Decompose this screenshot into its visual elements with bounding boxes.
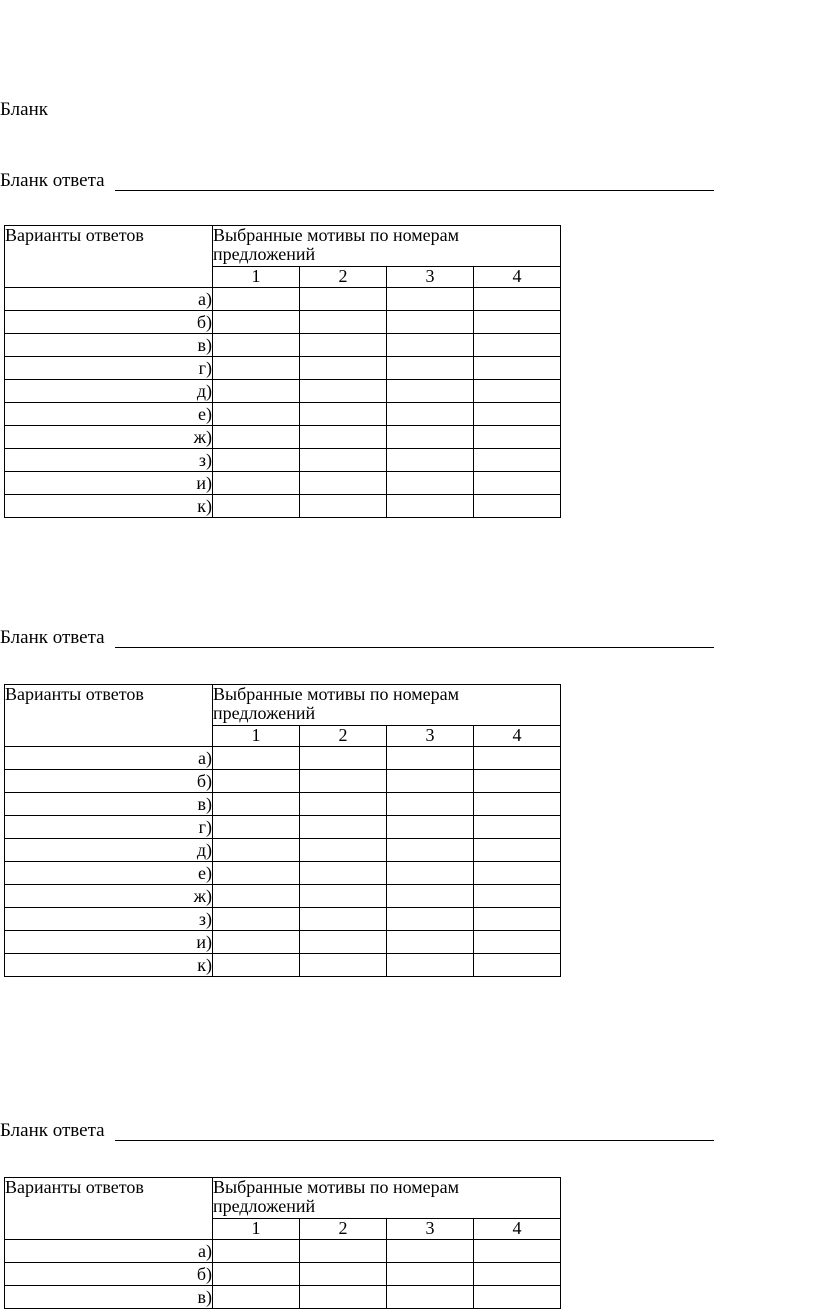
answer-cell[interactable]: [213, 472, 300, 495]
answer-cell[interactable]: [387, 954, 474, 977]
answer-field[interactable]: [0, 170, 714, 192]
table-row: [5, 908, 561, 931]
variant-letter-cell: з): [5, 449, 213, 472]
answer-cell[interactable]: [300, 1263, 387, 1286]
variants-header: Варианты ответов: [5, 685, 213, 747]
table-row: [5, 403, 561, 426]
answer-cell[interactable]: [387, 357, 474, 380]
answer-cell[interactable]: [300, 472, 387, 495]
sentence-number-cell: 3: [387, 726, 474, 747]
answer-cell[interactable]: [300, 1240, 387, 1263]
table-row: [5, 770, 561, 793]
answer-table: [4, 225, 561, 518]
answer-cell[interactable]: [387, 862, 474, 885]
answer-cell[interactable]: [300, 334, 387, 357]
table-row: [5, 747, 561, 770]
answer-cell[interactable]: [213, 288, 300, 311]
answer-cell[interactable]: [213, 311, 300, 334]
variants-header: Варианты ответов: [5, 1178, 213, 1240]
variant-letter-cell: з): [5, 908, 213, 931]
answer-cell[interactable]: [213, 747, 300, 770]
table-row: [5, 816, 561, 839]
answer-cell[interactable]: [474, 288, 561, 311]
answer-cell[interactable]: [474, 816, 561, 839]
answer-cell[interactable]: [213, 931, 300, 954]
table-row: [5, 288, 561, 311]
variant-letter-cell: д): [5, 380, 213, 403]
sentence-number-cell: 1: [213, 267, 300, 288]
answer-underline[interactable]: [115, 647, 714, 648]
table-row: [5, 1263, 561, 1286]
answer-cell[interactable]: [387, 449, 474, 472]
answer-cell[interactable]: [300, 954, 387, 977]
answer-cell[interactable]: [300, 311, 387, 334]
answer-cell[interactable]: [300, 495, 387, 518]
table-row: [5, 954, 561, 977]
answer-form: [0, 1120, 714, 1307]
table-row: [5, 839, 561, 862]
answer-cell[interactable]: [387, 931, 474, 954]
sentence-number-cell: 4: [474, 267, 561, 288]
variant-letter-cell: г): [5, 816, 213, 839]
answer-cell[interactable]: [474, 311, 561, 334]
answer-cell[interactable]: [300, 357, 387, 380]
variant-letter-cell: б): [5, 1263, 213, 1286]
variant-letter-cell: д): [5, 839, 213, 862]
answer-cell[interactable]: [474, 931, 561, 954]
answer-cell[interactable]: [387, 472, 474, 495]
answer-cell[interactable]: [387, 403, 474, 426]
answer-cell[interactable]: [387, 747, 474, 770]
answer-cell[interactable]: [213, 908, 300, 931]
answer-cell[interactable]: [474, 839, 561, 862]
answer-cell[interactable]: [300, 1286, 387, 1309]
answer-underline[interactable]: [115, 1140, 714, 1141]
answer-cell[interactable]: [300, 862, 387, 885]
table-row: [5, 1286, 561, 1309]
variant-letter-cell: и): [5, 472, 213, 495]
answer-cell[interactable]: [474, 380, 561, 403]
motives-header: Выбранные мотивы по номерам предложений: [213, 1178, 561, 1219]
sentence-number-cell: 3: [387, 267, 474, 288]
table-header-row: [5, 226, 561, 267]
answer-cell[interactable]: [213, 839, 300, 862]
variant-letter-cell: е): [5, 403, 213, 426]
answer-cell[interactable]: [213, 954, 300, 977]
variant-letter-cell: б): [5, 311, 213, 334]
sentence-number-cell: 3: [387, 1219, 474, 1240]
variant-letter-cell: а): [5, 747, 213, 770]
table-row: [5, 1240, 561, 1263]
answer-table: [4, 1177, 561, 1309]
answer-cell[interactable]: [387, 770, 474, 793]
variant-letter-cell: к): [5, 954, 213, 977]
answer-cell[interactable]: [474, 885, 561, 908]
table-row: [5, 380, 561, 403]
answer-cell[interactable]: [474, 472, 561, 495]
answer-cell[interactable]: [300, 793, 387, 816]
sentence-number-cell: 2: [300, 1219, 387, 1240]
table-row: [5, 357, 561, 380]
answer-cell[interactable]: [387, 334, 474, 357]
answer-cell[interactable]: [474, 793, 561, 816]
answer-cell[interactable]: [474, 908, 561, 931]
variant-letter-cell: в): [5, 793, 213, 816]
answer-cell[interactable]: [300, 908, 387, 931]
answer-cell[interactable]: [300, 816, 387, 839]
answer-cell[interactable]: [387, 793, 474, 816]
answer-cell[interactable]: [474, 1263, 561, 1286]
sentence-number-cell: 1: [213, 1219, 300, 1240]
answer-label: Бланк ответа: [0, 1120, 105, 1141]
sentence-number-cell: 4: [474, 1219, 561, 1240]
variant-letter-cell: к): [5, 495, 213, 518]
motives-header: Выбранные мотивы по номерам предложений: [213, 226, 561, 267]
answer-cell[interactable]: [213, 862, 300, 885]
table-row: [5, 793, 561, 816]
answer-cell[interactable]: [387, 311, 474, 334]
answer-cell[interactable]: [387, 1286, 474, 1309]
answer-cell[interactable]: [213, 357, 300, 380]
table-row: [5, 495, 561, 518]
answer-underline[interactable]: [115, 190, 714, 191]
answer-cell[interactable]: [387, 816, 474, 839]
table-row: [5, 885, 561, 908]
answer-cell[interactable]: [474, 449, 561, 472]
answer-form: [0, 627, 714, 975]
answer-cell[interactable]: [474, 357, 561, 380]
table-row: [5, 311, 561, 334]
answer-cell[interactable]: [213, 334, 300, 357]
answer-cell[interactable]: [300, 380, 387, 403]
answer-cell[interactable]: [300, 839, 387, 862]
answer-cell[interactable]: [474, 426, 561, 449]
variant-letter-cell: в): [5, 334, 213, 357]
answer-field[interactable]: [0, 627, 714, 649]
answer-cell[interactable]: [213, 770, 300, 793]
answer-cell[interactable]: [474, 862, 561, 885]
answer-cell[interactable]: [300, 426, 387, 449]
table-row: [5, 931, 561, 954]
answer-cell[interactable]: [474, 954, 561, 977]
answer-label: Бланк ответа: [0, 627, 105, 648]
variant-letter-cell: и): [5, 931, 213, 954]
answer-cell[interactable]: [213, 793, 300, 816]
table-row: [5, 449, 561, 472]
sentence-number-cell: 1: [213, 726, 300, 747]
answer-form: [0, 170, 714, 516]
sentence-number-cell: 2: [300, 267, 387, 288]
table-row: [5, 862, 561, 885]
answer-cell[interactable]: [387, 1240, 474, 1263]
answer-cell[interactable]: [213, 816, 300, 839]
variant-letter-cell: а): [5, 288, 213, 311]
table-header-row: [5, 1178, 561, 1219]
answer-table: [4, 684, 561, 977]
table-row: [5, 472, 561, 495]
variant-letter-cell: г): [5, 357, 213, 380]
answer-cell[interactable]: [213, 885, 300, 908]
answer-cell[interactable]: [300, 747, 387, 770]
variant-letter-cell: е): [5, 862, 213, 885]
sentence-number-cell: 2: [300, 726, 387, 747]
answer-cell[interactable]: [387, 495, 474, 518]
answer-cell[interactable]: [387, 426, 474, 449]
answer-cell[interactable]: [387, 908, 474, 931]
answer-cell[interactable]: [300, 885, 387, 908]
answer-cell[interactable]: [474, 1240, 561, 1263]
answer-cell[interactable]: [213, 449, 300, 472]
answer-label: Бланк ответа: [0, 170, 105, 191]
answer-cell[interactable]: [300, 403, 387, 426]
answer-cell[interactable]: [213, 1240, 300, 1263]
answer-field[interactable]: [0, 1120, 714, 1142]
answer-cell[interactable]: [387, 380, 474, 403]
answer-cell[interactable]: [213, 403, 300, 426]
answer-cell[interactable]: [474, 403, 561, 426]
answer-cell[interactable]: [213, 495, 300, 518]
answer-cell[interactable]: [474, 770, 561, 793]
answer-cell[interactable]: [474, 747, 561, 770]
answer-cell[interactable]: [387, 1263, 474, 1286]
table-header-row: [5, 685, 561, 726]
answer-cell[interactable]: [213, 1263, 300, 1286]
answer-cell[interactable]: [474, 1286, 561, 1309]
answer-cell[interactable]: [300, 770, 387, 793]
table-row: [5, 334, 561, 357]
answer-cell[interactable]: [213, 426, 300, 449]
variants-header: Варианты ответов: [5, 226, 213, 288]
sentence-number-cell: 4: [474, 726, 561, 747]
variant-letter-cell: ж): [5, 426, 213, 449]
answer-cell[interactable]: [387, 288, 474, 311]
answer-cell[interactable]: [474, 334, 561, 357]
answer-cell[interactable]: [474, 495, 561, 518]
answer-cell[interactable]: [300, 288, 387, 311]
page-heading: Бланк: [0, 99, 48, 120]
answer-cell[interactable]: [387, 885, 474, 908]
variant-letter-cell: а): [5, 1240, 213, 1263]
answer-cell[interactable]: [213, 1286, 300, 1309]
answer-cell[interactable]: [387, 839, 474, 862]
motives-header: Выбранные мотивы по номерам предложений: [213, 685, 561, 726]
answer-cell[interactable]: [300, 449, 387, 472]
answer-cell[interactable]: [300, 931, 387, 954]
variant-letter-cell: в): [5, 1286, 213, 1309]
answer-cell[interactable]: [213, 380, 300, 403]
variant-letter-cell: ж): [5, 885, 213, 908]
variant-letter-cell: б): [5, 770, 213, 793]
table-row: [5, 426, 561, 449]
